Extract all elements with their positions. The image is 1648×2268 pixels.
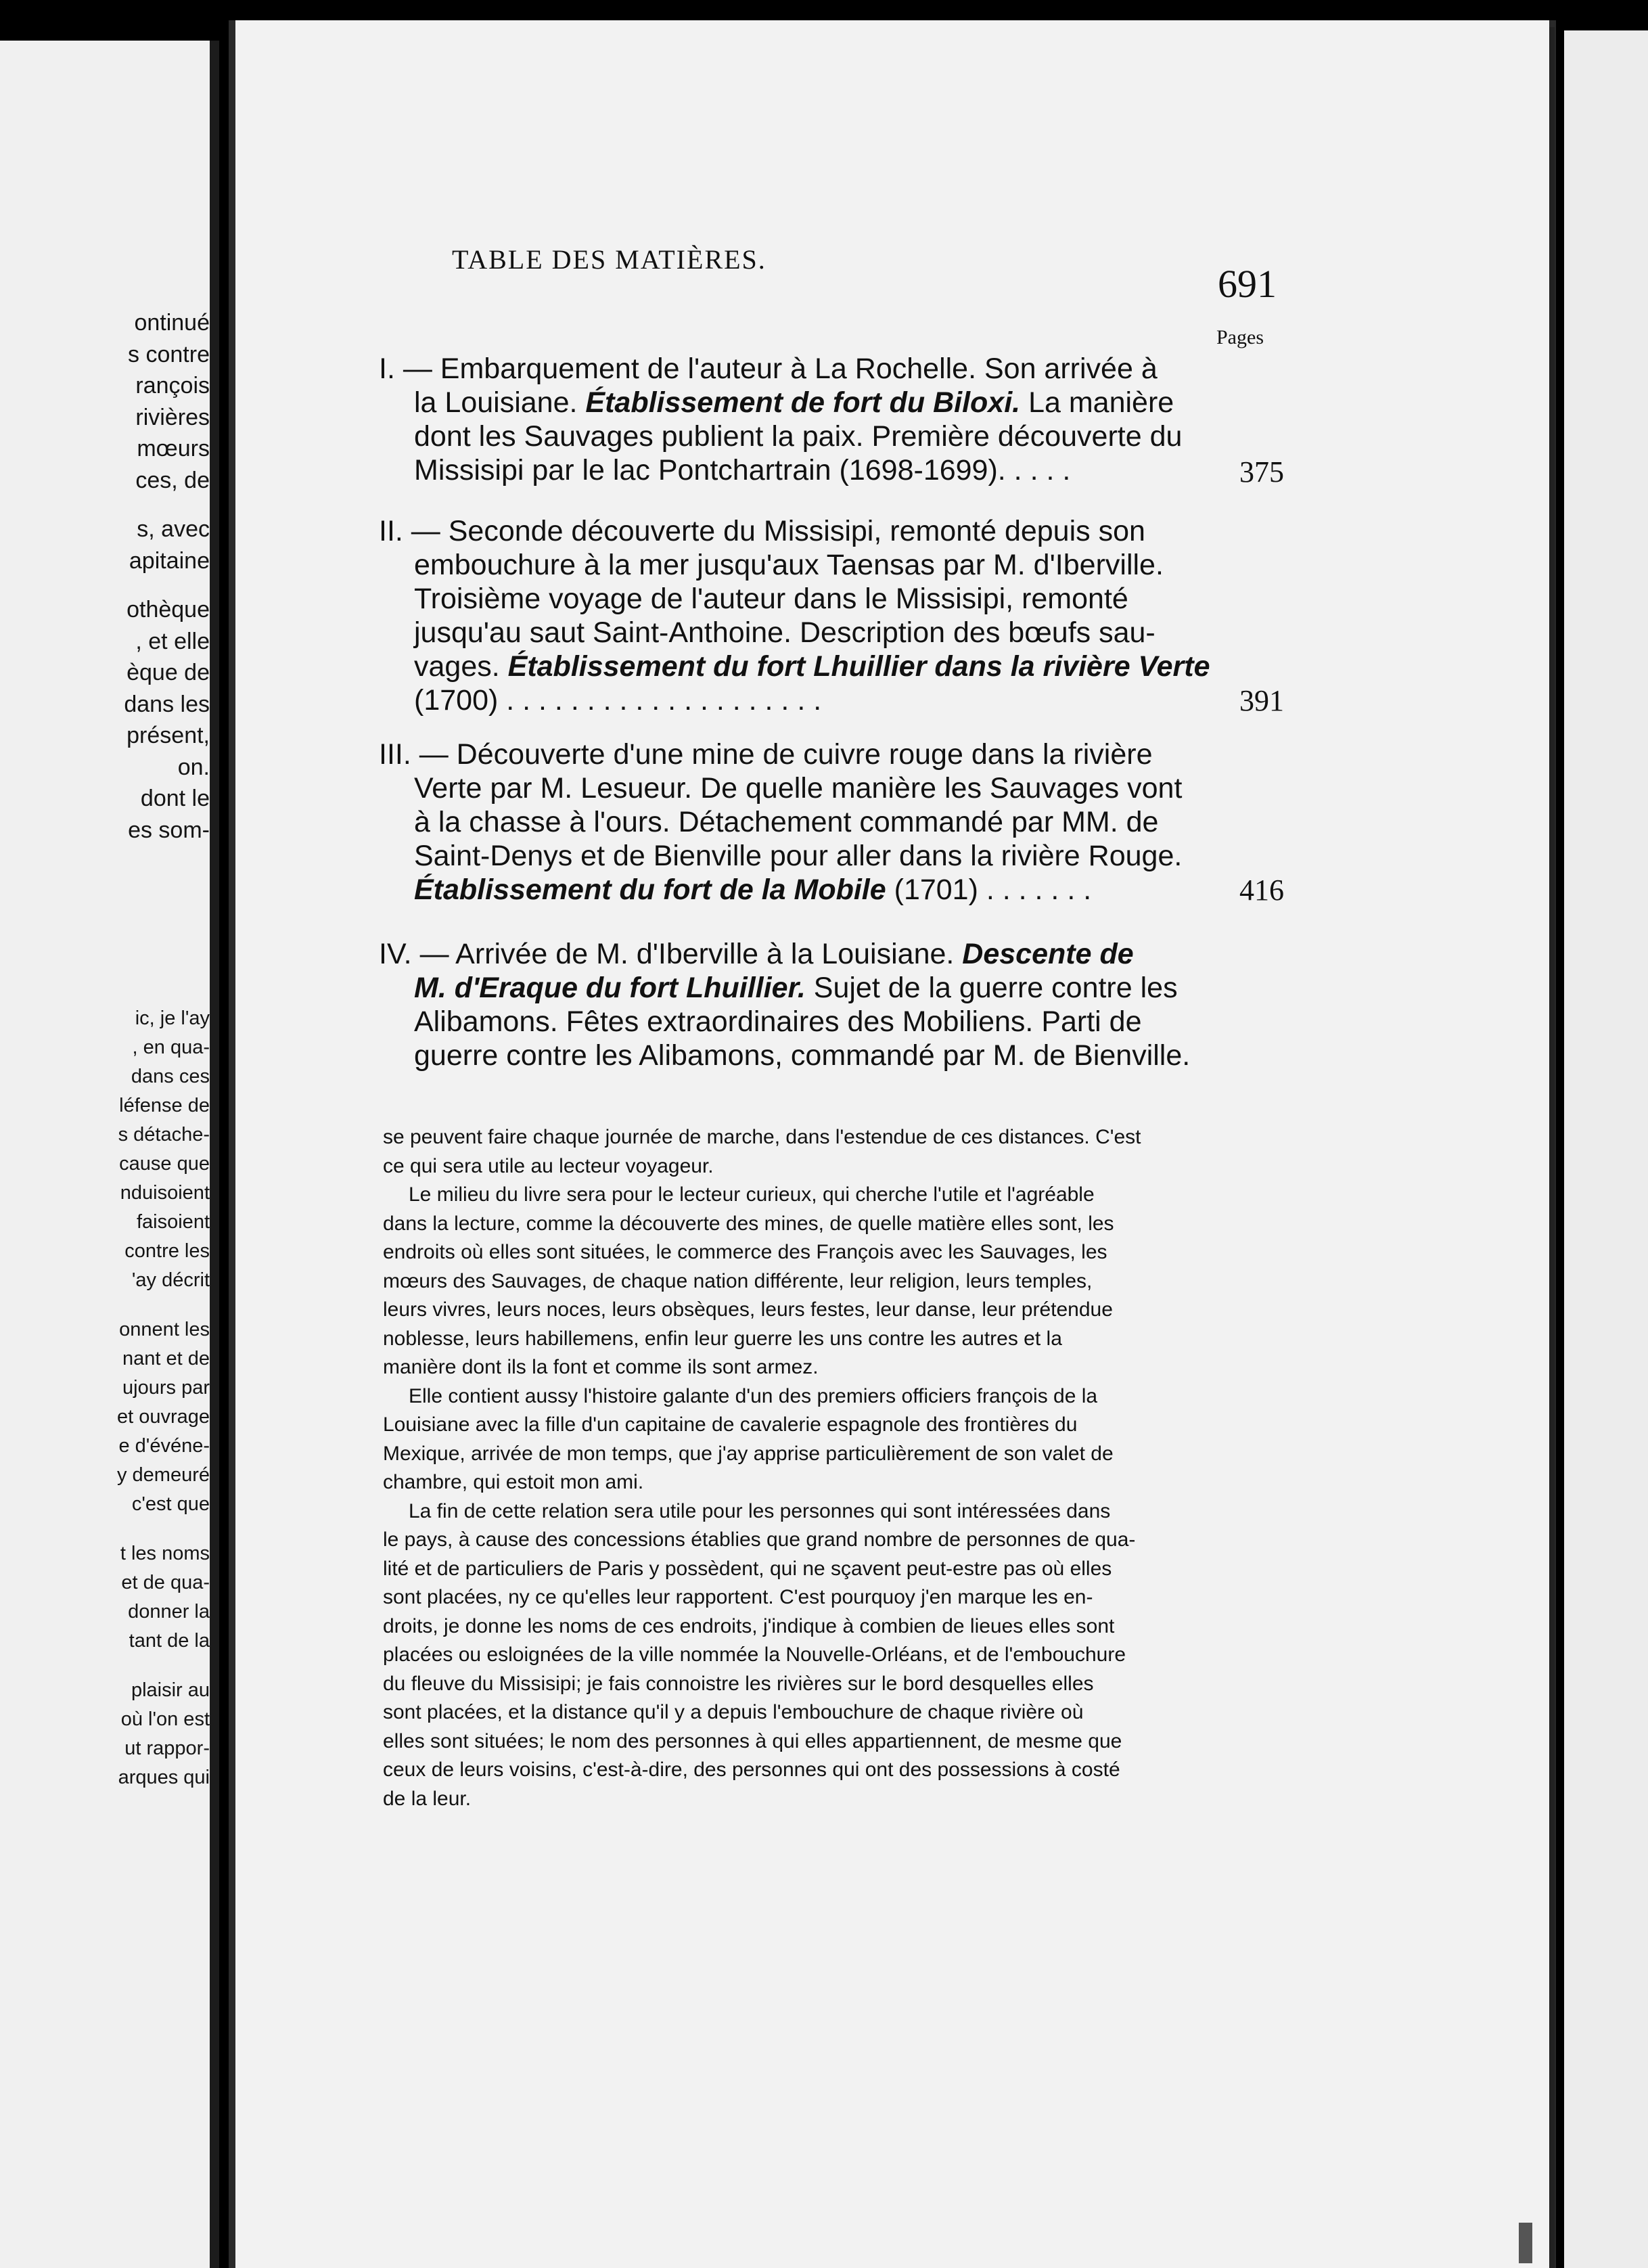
body-line: La fin de cette relation sera utile pour les personnes qui sont intéressées dans <box>409 1499 1111 1522</box>
left-page-line: rançois <box>135 373 210 399</box>
toc-page-number: 416 <box>1239 874 1284 907</box>
body-line: se peuvent faire chaque journée de marche, dans l'estendue de ces distances. C'est <box>383 1126 1141 1148</box>
left-page-line: dans les <box>124 691 210 717</box>
left-page-line: s contre <box>128 341 210 367</box>
toc-entry-line: Verte par M. Lesueur. De quelle manière les Sauvages vont <box>414 772 1183 804</box>
page-number: 691 <box>1218 262 1277 306</box>
toc-entry-line: à la chasse à l'ours. Détachement commandé par MM. de <box>414 806 1159 838</box>
toc-entry-line: Troisième voyage de l'auteur dans le Missisipi, remonté <box>414 583 1128 615</box>
toc-page-number: 375 <box>1239 455 1284 489</box>
toc-entry-line: II. — Seconde découverte du Missisipi, remonté depuis son <box>379 515 1145 547</box>
toc-entry <box>379 937 1204 1072</box>
body-line: de la leur. <box>383 1787 472 1810</box>
body-line: Louisiane avec la fille d'un capitaine de cavalerie espagnole des frontières du <box>383 1413 1078 1436</box>
left-page-line: ut rappor- <box>124 1738 210 1759</box>
body-line: chambre, qui estoit mon ami. <box>383 1471 644 1493</box>
left-page-line: mœurs <box>137 436 210 461</box>
left-page-line: donner la <box>128 1601 210 1623</box>
toc-entry <box>379 738 1204 907</box>
toc-entry-line: III. — Découverte d'une mine de cuivre rouge dans la rivière <box>379 738 1153 771</box>
left-page-line: et ouvrage <box>116 1406 210 1428</box>
body-line: leurs vivres, leurs noces, leurs obsèques, leurs festes, leur danse, leur prétendue <box>383 1298 1113 1321</box>
left-page-line: et de qua- <box>121 1572 210 1593</box>
left-page-line: onnent les <box>119 1319 210 1340</box>
left-page-line: où l'on est <box>120 1708 210 1730</box>
toc-entry-line: Établissement du fort de la Mobile (1701) . . . . . . . <box>414 874 1092 906</box>
left-page-line: faisoient <box>136 1211 210 1233</box>
body-line: du fleuve du Missisipi; je fais connoistre les rivières sur le bord desquelles elles <box>383 1672 1094 1695</box>
body-line: mœurs des Sauvages, de chaque nation différente, leur religion, leurs temples, <box>383 1269 1093 1292</box>
body-line: ceux de leurs voisins, c'est-à-dire, des personnes qui ont des possessions à costé <box>383 1759 1120 1781</box>
toc-entry-line: Saint-Denys et de Bienville pour aller dans la rivière Rouge. <box>414 840 1183 872</box>
toc-entry-line: Missisipi par le lac Pontchartrain (1698-1699). . . . . <box>414 454 1071 486</box>
toc-entry-line: (1700) . . . . . . . . . . . . . . . . . . . . <box>414 684 822 717</box>
left-page-line: ontinué <box>134 310 210 336</box>
left-page-line: nant et de <box>122 1348 210 1369</box>
toc-entry-line: Alibamons. Fêtes extraordinaires des Mobiliens. Parti de <box>414 1005 1142 1038</box>
body-line: endroits où elles sont situées, le commerce des François avec les Sauvages, les <box>383 1241 1107 1263</box>
body-text <box>383 1123 1289 1813</box>
toc-entry-line: embouchure à la mer jusqu'aux Taensas par M. d'Iberville. <box>414 549 1164 581</box>
body-line: lité et de particuliers de Paris y possèdent, qui ne sçavent peut-estre pas où elles <box>383 1557 1112 1580</box>
body-line: Mexique, arrivée de mon temps, que j'ay apprise particulièrement de son valet de <box>383 1442 1114 1465</box>
body-line: Le milieu du livre sera pour le lecteur curieux, qui cherche l'utile et l'agréable <box>409 1183 1095 1206</box>
left-page-line: cause que <box>119 1153 210 1175</box>
left-page-line: y demeuré <box>116 1464 210 1486</box>
left-page-line: ces, de <box>135 467 210 493</box>
left-page-line: tant de la <box>129 1630 210 1652</box>
left-page-line: plaisir au <box>131 1679 210 1701</box>
left-page-line: e d'événe- <box>118 1435 210 1457</box>
left-page-line: c'est que <box>131 1493 210 1515</box>
body-line: ce qui sera utile au lecteur voyageur. <box>383 1154 714 1177</box>
body-line: dans la lecture, comme la découverte des mines, de quelle matière elles sont, les <box>383 1212 1114 1235</box>
left-page-line: apitaine <box>129 547 210 574</box>
binding-shadow <box>1549 27 1555 2268</box>
page-corner-mark <box>1519 2223 1532 2263</box>
left-page-line: ic, je l'ay <box>135 1007 210 1029</box>
left-page-line: 'ay décrit <box>131 1269 210 1291</box>
left-page-line: on. <box>177 754 210 780</box>
toc-entry-line: M. d'Eraque du fort Lhuillier. Sujet de la guerre contre les <box>414 972 1178 1004</box>
left-page-line: , en qua- <box>132 1037 210 1058</box>
body-line: droits, je donne les noms de ces endroits, j'indique à combien de lieues elles sont <box>383 1614 1115 1637</box>
body-line: le pays, à cause des concessions établies que grand nombre de personnes de qua- <box>383 1528 1136 1551</box>
left-page-line: es som- <box>128 817 210 843</box>
left-page-line: arques qui <box>118 1767 210 1788</box>
body-line: Elle contient aussy l'histoire galante d'un des premiers officiers françois de la <box>409 1384 1098 1407</box>
toc-entry-line: I. — Embarquement de l'auteur à La Rochelle. Son arrivée à <box>379 353 1158 385</box>
body-line: placées ou esloignées de la ville nommée la Nouvelle-Orléans, et de l'embouchure <box>383 1643 1126 1666</box>
right-facing-page-edge <box>1564 30 1648 2268</box>
toc-page-number: 391 <box>1239 684 1284 717</box>
toc-entry-line: IV. — Arrivée de M. d'Iberville à la Louisiane. Descente de <box>379 938 1134 970</box>
toc-entry-line: guerre contre les Alibamons, commandé par M. de Bienville. <box>414 1039 1191 1072</box>
toc-entry-line: dont les Sauvages publient la paix. Première découverte du <box>414 420 1183 453</box>
body-line: sont placées, ny ce qu'elles leur rapportent. C'est pourquoy j'en marque les en- <box>383 1586 1093 1608</box>
left-page-line: présent, <box>127 723 210 748</box>
left-page-line: rivières <box>135 404 210 430</box>
left-page-line: s, avec <box>137 516 210 542</box>
toc-entry-line: la Louisiane. Établissement de fort du Biloxi. La manière <box>414 386 1174 419</box>
toc-entry <box>379 352 1204 487</box>
left-page-line: contre les <box>124 1240 210 1262</box>
toc-entry-line: jusqu'au saut Saint-Anthoine. Description des bœufs sau- <box>414 616 1155 649</box>
toc-entry-line: vages. Établissement du fort Lhuillier dans la rivière Verte <box>414 650 1210 683</box>
left-page-line: èque de <box>127 660 210 685</box>
left-page-line: othèque <box>127 597 210 622</box>
body-line: elles sont situées; le nom des personnes à qui elles appartiennent, de mesme que <box>383 1729 1122 1752</box>
left-page-line: dont le <box>140 786 210 811</box>
toc-entry <box>379 514 1210 717</box>
body-line: noblesse, leurs habillemens, enfin leur guerre les uns contre les autres et la <box>383 1327 1062 1350</box>
running-head-title: TABLE DES MATIÈRES. <box>452 244 766 275</box>
pages-column-label: Pages <box>1216 326 1264 348</box>
left-facing-page <box>0 41 219 2268</box>
left-page-line: ujours par <box>122 1377 210 1399</box>
left-page-line: , et elle <box>135 628 210 654</box>
left-page-line: dans ces <box>131 1066 210 1087</box>
left-page-line: léfense de <box>119 1095 210 1116</box>
left-page-line: t les noms <box>120 1543 210 1564</box>
left-page-line: nduisoient <box>120 1182 210 1204</box>
left-page-line: s détache- <box>118 1124 210 1146</box>
body-line: manière dont ils la font et comme ils sont armez. <box>383 1356 819 1378</box>
body-line: sont placées, et la distance qu'il y a depuis l'embouchure de chaque rivière où <box>383 1701 1084 1723</box>
